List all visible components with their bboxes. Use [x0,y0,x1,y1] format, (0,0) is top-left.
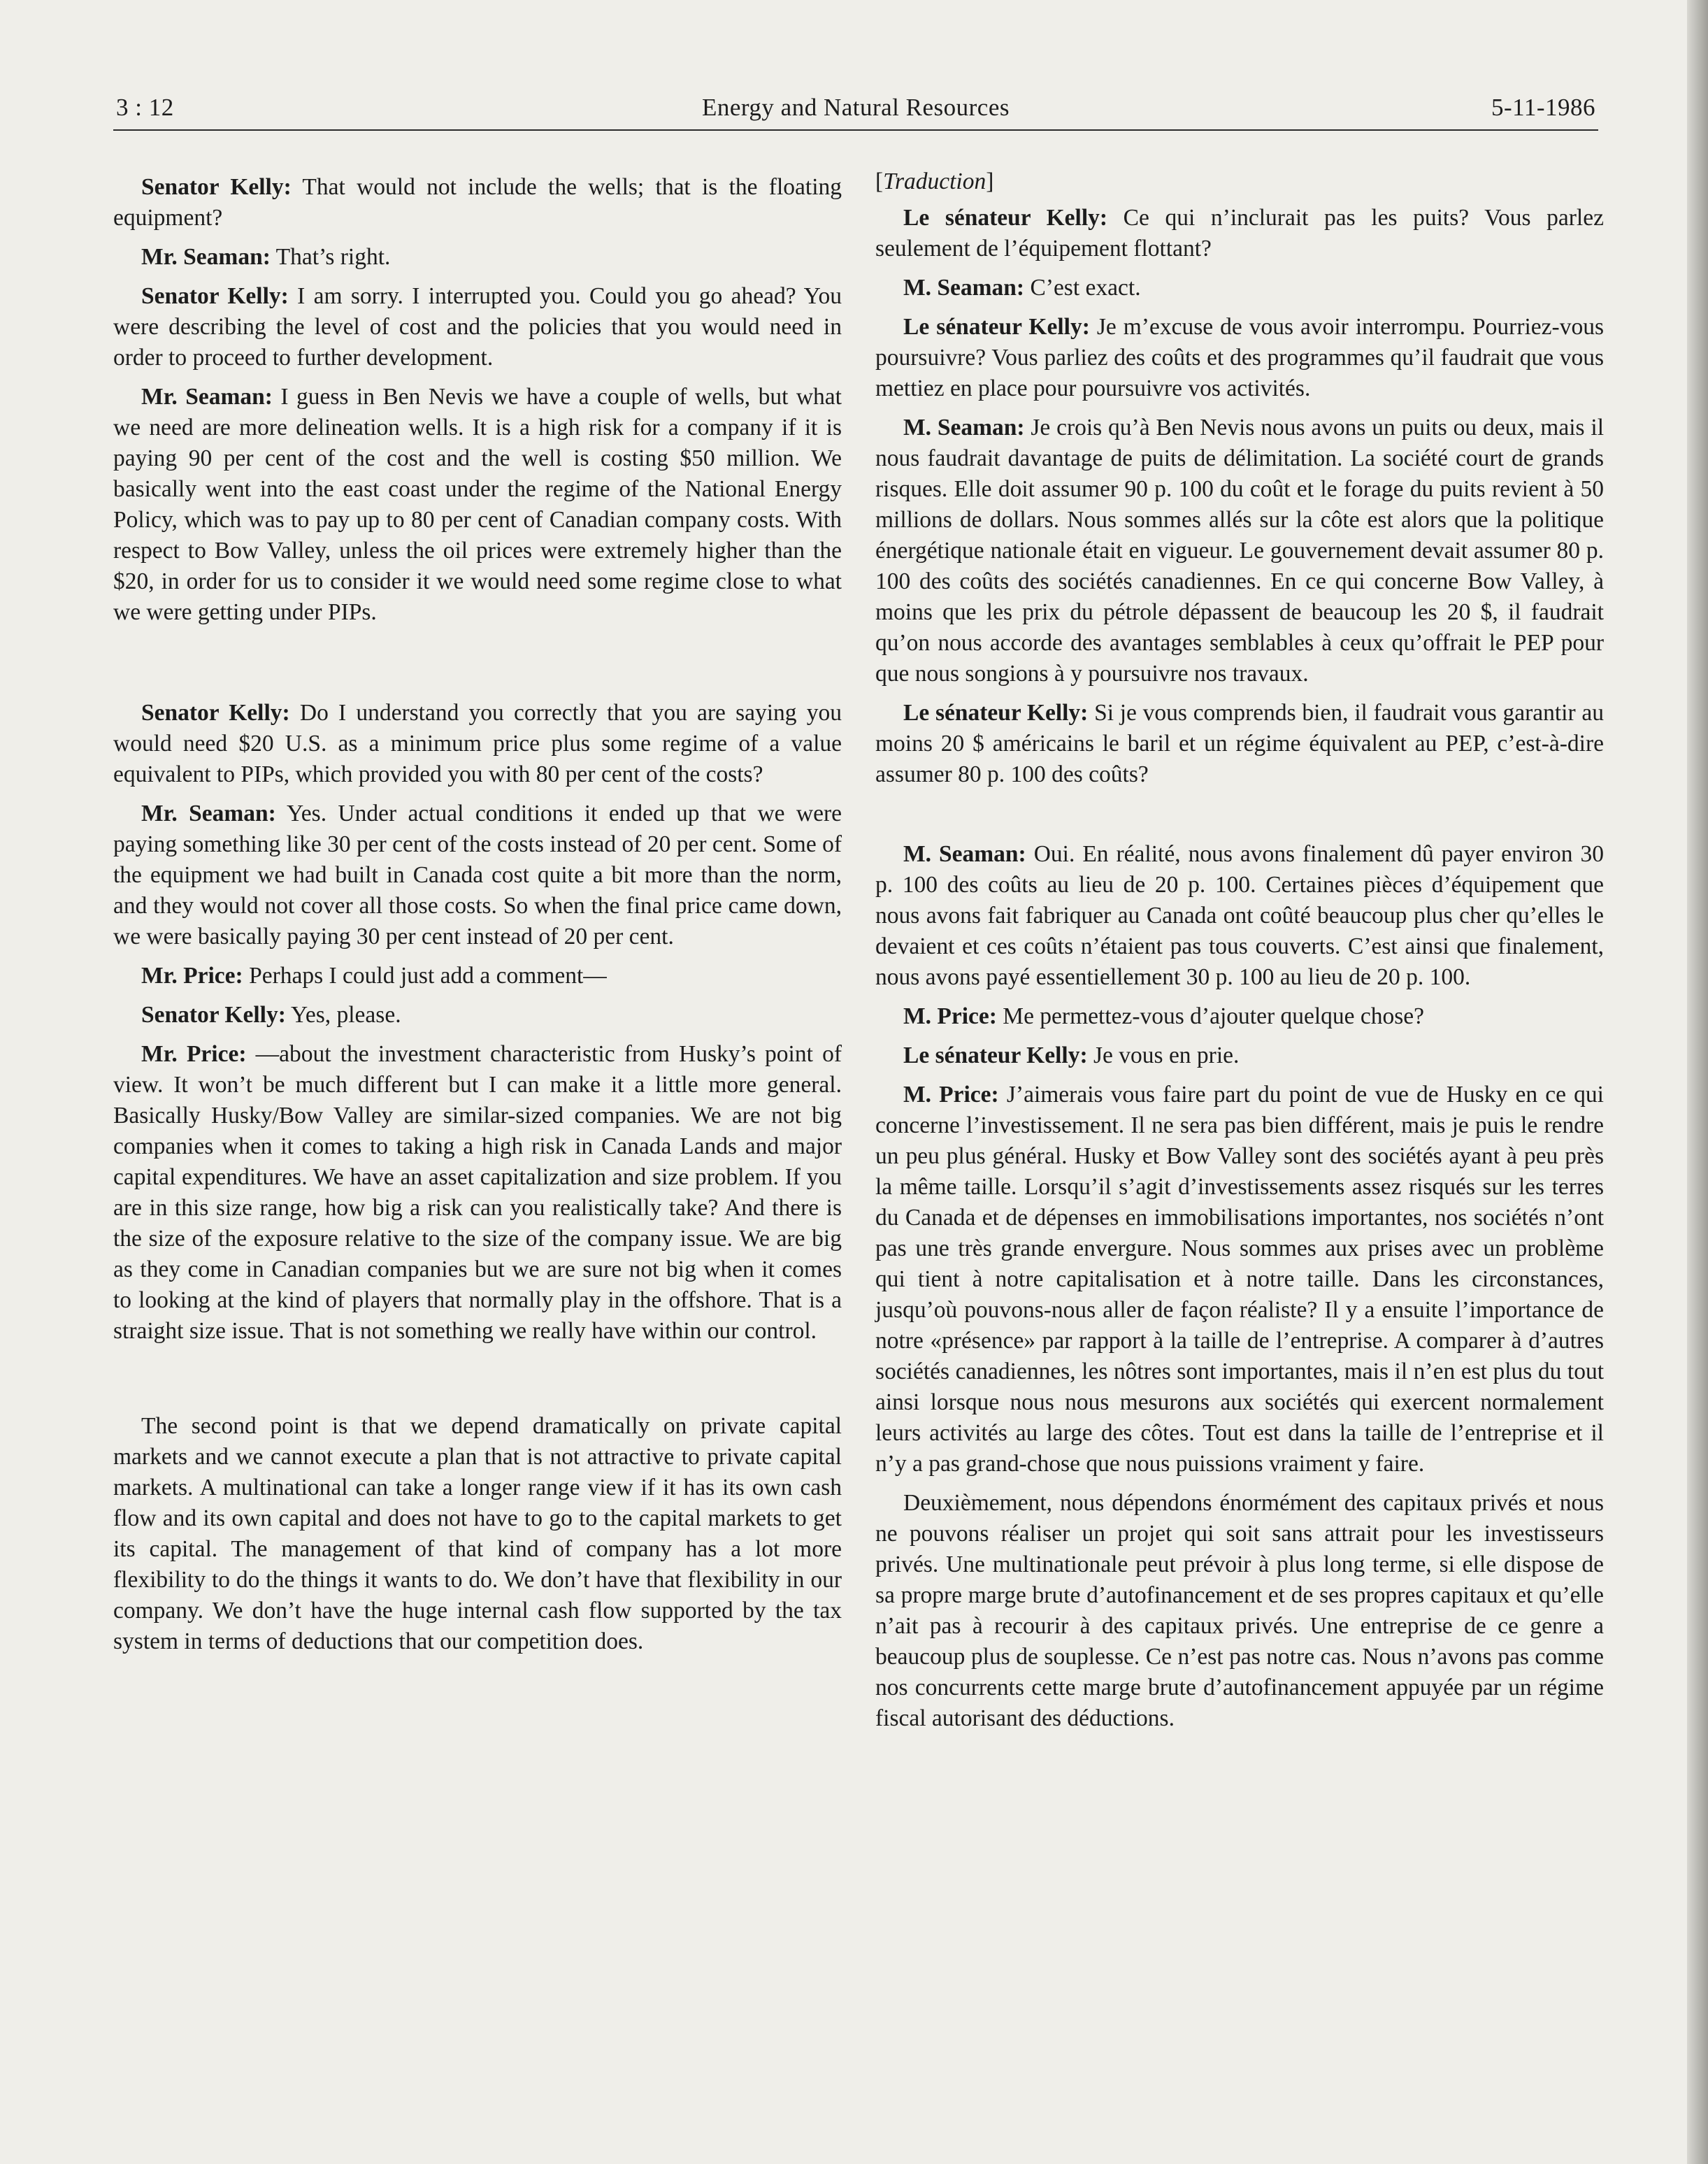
paragraph [113,242,842,273]
speech: J’aimerais vous faire part du point de vue de Husky en ce qui concerne l’investissement. Il ne sera pas bien différent, mais je puis le rendre un peu plus général. Husky et Bow Valley sont des sociétés ayant à peu près la même taille. Lorsqu’il s’agit d’investissements assez risqués sur les terres du Canada et de dépenses en immobilisations importantes, nos sociétés n’ont pas une très grande envergure. Nous sommes aux prises avec un problème qui tient à notre capitalisation et à notre taille. Dans les circonstances, jusqu’où pouvons-nous aller de façon réaliste? Il y a ensuite l’importance de notre «présence» par rapport à la taille de l’entreprise. A comparer à d’autres sociétés canadiennes, les nôtres sont importantes, mais il n’en est plus du tout ainsi lorsque nous nous mesurons aux sociétés qui exercent normalement leurs activités au large des côtes. Tout est dans la taille de l’entreprise et il n’y a pas grand-chose que nous puissions vraiment y faire. [875,1082,1604,1477]
english-column [113,166,842,1665]
speech: Je vous en prie. [1087,1042,1240,1068]
language-tag [875,166,1604,197]
french-column [875,166,1604,1742]
speech: Si je vous comprends bien, il faudrait vous garantir au moins 20 $ américains le baril et un régime équivalent au PEP, c’est-à-dire assumer 80 p. 100 des coûts? [875,700,1604,787]
paragraph [875,203,1604,264]
paragraph [113,281,842,373]
speaker: M. Seaman: [903,415,1025,440]
speech: Ce qui n’inclurait pas les puits? Vous parlez seulement de l’équipement flottant? [875,205,1604,261]
speech: Yes. Under actual conditions it ended up that we were paying something like 30 per cent of the costs instead of 20 per cent. Some of the equipment we had built in Canada cost quite a bit more than the norm, and they would not cover all those costs. So when the final price came down, we were basically paying 30 per cent instead of 20 per cent. [113,801,842,950]
paragraph [113,382,842,628]
speech: Oui. En réalité, nous avons finalement dû payer environ 30 p. 100 des coûts au lieu de 20 p. 100. Certaines pièces d’équipement que nous avons fait fabriquer au Canada ont coûté beaucoup plus cher qu’elles le devaient et ces coûts n’étaient pas tous couverts. C’est ainsi que finalement, nous avons payé essentiellement 30 p. 100 au lieu de 20 p. 100. [875,841,1604,990]
speaker: Mr. Seaman: [141,384,273,410]
paragraph [113,1411,842,1657]
paragraph [113,698,842,790]
speech: That would not include the wells; that is the floating equipment? [113,174,842,231]
speech: Me permettez-vous d’ajouter quelque chose? [996,1003,1425,1029]
paragraph [875,1001,1604,1032]
speech: Perhaps I could just add a comment— [243,963,607,989]
speaker: Mr. Seaman: [141,244,271,270]
paragraph [113,172,842,234]
paragraph [875,1488,1604,1734]
paragraph [875,273,1604,303]
publication-title: Energy and Natural Resources [701,94,1010,121]
french-tag-text: [Traduction] [875,169,994,194]
speaker: M. Price: [903,1003,997,1029]
speaker: Le sénateur Kelly: [903,700,1089,726]
speech: C’est exact. [1024,275,1141,301]
speaker: Senator Kelly: [141,283,289,309]
speaker: M. Seaman: [903,841,1026,867]
speech: Deuxièmement, nous dépendons énormément des capitaux privés et nous ne pouvons réaliser un projet qui soit sans attrait pour les investisseurs privés. Une multinationale peut prévoir à plus long terme, si elle dispose de sa propre marge brute d’autofinancement et de ses propres capitaux et qu’elle n’ait pas à recourir à des capitaux privés. Une entreprise de ce genre a beaucoup plus de souplesse. Ce n’est pas notre cas. Nous n’avons pas comme nos concurrents cette marge brute d’autofinancement appuyée par un régime fiscal autorisant des déductions. [875,1490,1604,1731]
page-number: 3 : 12 [116,94,174,121]
paragraph [875,839,1604,993]
paragraph [113,798,842,952]
speech: Je m’excuse de vous avoir interrompu. Pourriez-vous poursuivre? Vous parliez des coûts et des programmes qu’il faudrait que vous mettiez en place pour poursuivre vos activités. [875,314,1604,401]
speaker: Le sénateur Kelly: [903,205,1108,231]
speaker: Senator Kelly: [141,1002,286,1028]
speech: Yes, please. [285,1002,401,1028]
running-header [113,88,1598,130]
paragraph [875,312,1604,404]
speaker: Mr. Price: [141,963,243,989]
speaker: Le sénateur Kelly: [903,1042,1088,1068]
speaker: Le sénateur Kelly: [903,314,1090,340]
paragraph [875,1040,1604,1071]
speech: The second point is that we depend dramatically on private capital markets and we cannot execute a plan that is not attractive to private capital markets. A multinational can take a longer range view if it has its own cash flow and its own capital and does not have to go to the capital markets to get its capital. The management of that kind of company has a lot more flexibility to do the things it wants to do. We don’t have that flexibility in our company. We don’t have the huge internal cash flow supported by the tax system in terms of deductions that our competition does. [113,1413,842,1654]
paragraph [113,1039,842,1347]
paragraph [875,1080,1604,1479]
speaker: M. Seaman: [903,275,1025,301]
paragraph [113,1000,842,1031]
paragraph [113,961,842,991]
speech: Do I understand you correctly that you are saying you would need $20 U.S. as a minimum price plus some regime of a value equivalent to PIPs, which provided you with 80 per cent of the costs? [113,700,842,787]
speech: That’s right. [270,244,391,270]
speech: I guess in Ben Nevis we have a couple of wells, but what we need are more delineation wells. It is a high risk for a company if it is paying 90 per cent of the cost and the well is costing $50 million. We basically went into the east coast under the regime of the National Energy Policy, which was to pay up to 80 per cent of Canadian company costs. With respect to Bow Valley, unless the oil prices were extremely higher than the $20, in order for us to consider it we would need some regime close to what we were getting under PIPs. [113,384,842,625]
header-rule [113,129,1598,131]
speech: —about the investment characteristic from Husky’s point of view. It won’t be much different but I can make it a little more general. Basically Husky/Bow Valley are similar-sized companies. We are not big companies when it comes to taking a high risk in Canada Lands and major capital expenditures. We have an asset capitalization and size problem. If you are in this size range, how big a risk can you realistically take? And there is the size of the exposure relative to the size of the company issue. We are big as they come in Canadian companies but we are sure not big when it comes to looking at the kind of players that normally play in the offshore. That is a straight size issue. That is not something we really have within our control. [113,1041,842,1344]
speaker: Mr. Price: [141,1041,247,1067]
page-edge-shadow [1687,0,1708,2164]
speaker: M. Price: [903,1082,999,1108]
paragraph [875,698,1604,790]
speech: Je crois qu’à Ben Nevis nous avons un puits ou deux, mais il nous faudrait davantage de puits de délimitation. La société court de grands risques. Elle doit assumer 90 p. 100 du coût et le forage du puits revient à 50 millions de dollars. Nous sommes allés sur la côte est alors que la politique énergétique nationale était en vigueur. Le gouvernement devait assumer 80 p. 100 des coûts des sociétés canadiennes. En ce qui concerne Bow Valley, à moins que les prix du pétrole dépassent de beaucoup les 20 $, il faudrait qu’on nous accorde des avantages semblables à ceux qu’offrait le PEP pour que nous songions à y poursuivre nos travaux. [875,415,1604,687]
speaker: Senator Kelly: [141,174,292,200]
speaker: Mr. Seaman: [141,801,276,826]
paragraph [875,413,1604,689]
speech: I am sorry. I interrupted you. Could you go ahead? You were describing the level of cost and the policies that you would need in order to proceed to further development. [113,283,842,371]
header-date: 5-11-1986 [1491,94,1595,121]
speaker: Senator Kelly: [141,700,290,726]
